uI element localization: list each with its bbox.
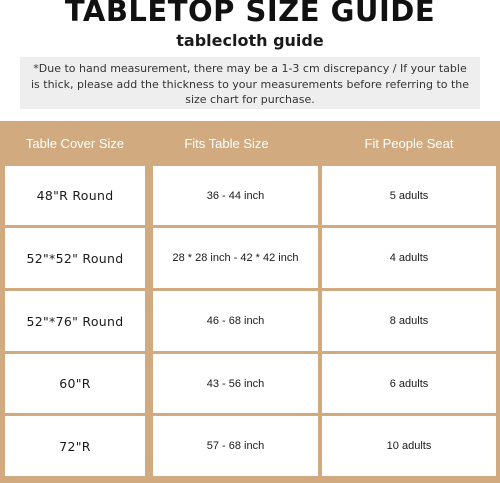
size-table [0,121,500,483]
table-row-3-seat: 8 adults [322,291,496,351]
notice-line: size chart for purchase. [185,93,315,106]
header-fits-table-size: Fits Table Size [184,136,269,151]
table-row-2-seat: 4 adults [322,228,496,288]
table-row-5-seat: 10 adults [322,416,496,476]
page-title: TABLETOP SIZE GUIDE [64,0,436,28]
table-row-4-fits: 43 - 56 inch [153,354,318,413]
page-subtitle: tablecloth guide [176,31,324,50]
table-row-5-fits: 57 - 68 inch [153,416,318,476]
measurement-notice [20,57,480,109]
header-table-cover-size: Table Cover Size [25,136,125,151]
table-row-2-fits: 28 * 28 inch - 42 * 42 inch [153,228,318,288]
table-row-1-fits: 36 - 44 inch [153,166,318,225]
table-row-5-size: 72"R [5,416,145,476]
notice-line: *Due to hand measurement, there may be a 1-3 cm discrepancy / If your table [33,62,467,75]
table-row-3-fits: 46 - 68 inch [153,291,318,351]
table-row-1-size: 48"R Round [5,166,145,225]
notice-line: is thick, please add the thickness to your measurements before referring to the [30,77,470,91]
table-row-3-size: 52"*76" Round [5,291,145,351]
table-row-2-size: 52"*52" Round [5,228,145,288]
table-row-4-size: 60"R [5,354,145,413]
table-row-4-seat: 6 adults [322,354,496,413]
header-fit-people-seat: Fit People Seat [364,136,454,151]
table-row-1-seat: 5 adults [322,166,496,225]
